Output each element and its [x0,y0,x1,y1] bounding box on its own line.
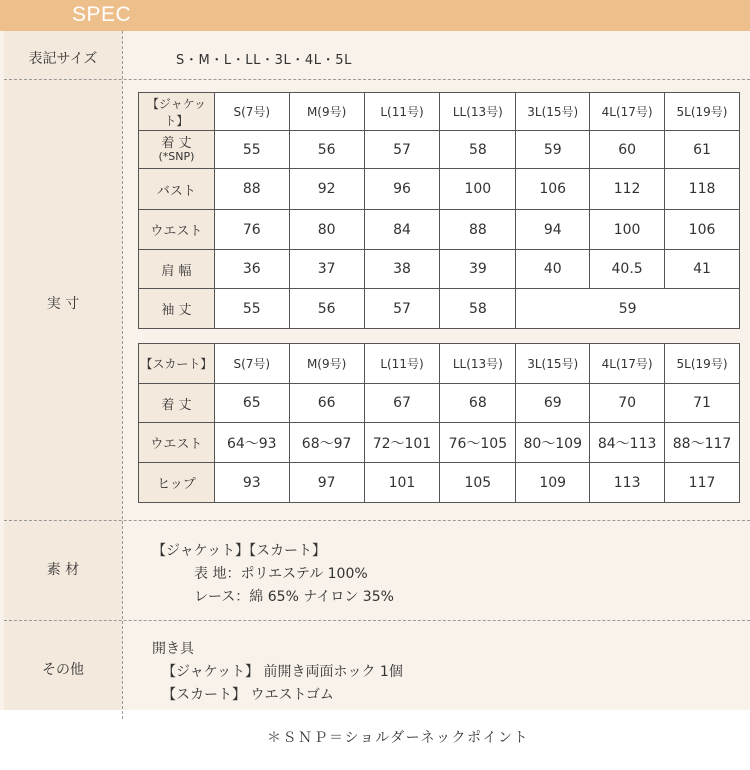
value-cell: 66 [289,384,364,423]
value-cell: 58 [440,289,516,329]
value-cell: 117 [665,463,740,503]
value-cell: 70 [590,384,665,423]
jacket-closure-text: 【ジャケット】 前開き両面ホック 1個 [162,664,403,680]
value-cell: 41 [665,250,740,289]
value-cell: 76 [214,210,289,250]
value-cell: 97 [289,463,364,503]
size-row-label: 表記サイズ [28,51,98,67]
value-cell: 69 [516,384,590,423]
size-header-cell: M(9号) [289,344,364,384]
row-label-cell: バスト [139,169,215,210]
value-cell: 71 [665,384,740,423]
table-row [139,131,740,169]
value-cell: 84～113 [590,423,665,463]
value-cell: 56 [289,131,364,169]
value-cell: 118 [665,169,740,210]
jacket-spec-table [138,92,740,329]
row-label-cell [139,131,215,169]
value-cell: 96 [364,169,440,210]
table-row [139,423,740,463]
value-cell: 67 [364,384,440,423]
value-cell: 106 [516,169,590,210]
table-row [139,463,740,503]
table-row [139,289,740,329]
size-header-cell: LL(13号) [440,93,516,131]
value-cell: 105 [440,463,516,503]
value-cell: 68～97 [289,423,364,463]
value-cell: 88～117 [665,423,740,463]
spec-header-bar [0,0,750,31]
size-header-cell: L(11号) [364,93,440,131]
value-cell: 80～109 [516,423,590,463]
value-cell: 57 [364,131,440,169]
table-header-row [139,93,740,131]
value-cell: 64～93 [214,423,289,463]
row-label-cell: 袖 丈 [139,289,215,329]
divider-line [4,520,750,521]
size-header-cell: M(9号) [289,93,364,131]
value-cell: 40 [516,250,590,289]
value-cell: 55 [214,131,289,169]
table-row [139,384,740,423]
value-cell: 60 [590,131,665,169]
value-cell: 72～101 [364,423,440,463]
size-header-cell: 5L(19号) [665,93,740,131]
value-cell: 65 [214,384,289,423]
row-label-cell: 肩 幅 [139,250,215,289]
value-cell: 112 [590,169,665,210]
size-list-text: S・M・L・LL・3L・4L・5L [176,53,352,68]
value-cell: 68 [440,384,516,423]
closure-heading-text: 開き具 [152,641,194,657]
size-header-cell: 4L(17号) [590,344,665,384]
divider-line [4,620,750,621]
value-cell: 57 [364,289,440,329]
value-cell: 101 [364,463,440,503]
value-cell: 109 [516,463,590,503]
size-header-cell: L(11号) [364,344,440,384]
table-row [139,210,740,250]
measure-row-label: 実 寸 [46,296,80,312]
row-label-cell: 着 丈 [139,384,215,423]
value-cell: 37 [289,250,364,289]
material-lace-text: レース：綿 65% ナイロン 35% [194,589,394,605]
value-cell: 56 [289,289,364,329]
snp-footnote: ＊ＳＮＰ＝ショルダーネックポイント [267,730,529,746]
column-divider-line [122,31,123,719]
divider-line [4,79,750,80]
skirt-spec-table [138,343,740,503]
value-cell: 80 [289,210,364,250]
table-header-row [139,344,740,384]
value-cell: 76～105 [440,423,516,463]
skirt-category-label: 【スカート】 [139,344,215,384]
row-label-text: 着 丈 [161,135,192,151]
value-cell: 40.5 [590,250,665,289]
value-cell: 55 [214,289,289,329]
other-row-label: その他 [42,662,84,678]
value-cell: 92 [289,169,364,210]
table-row [139,250,740,289]
value-cell: 100 [590,210,665,250]
value-cell: 100 [440,169,516,210]
material-shell-text: 表 地：ポリエステル 100% [194,566,368,582]
value-cell: 93 [214,463,289,503]
value-cell: 59 [516,131,590,169]
size-header-cell: 4L(17号) [590,93,665,131]
value-cell: 38 [364,250,440,289]
value-cell: 84 [364,210,440,250]
value-cell: 88 [440,210,516,250]
skirt-closure-text: 【スカート】 ウエストゴム [162,687,334,703]
row-label-cell: ウエスト [139,423,215,463]
size-header-cell: 5L(19号) [665,344,740,384]
size-header-cell: 3L(15号) [516,344,590,384]
size-header-cell: 3L(15号) [516,93,590,131]
merged-value-cell: 59 [516,289,740,329]
material-heading-text: 【ジャケット】【スカート】 [152,543,327,559]
row-label-cell: ヒップ [139,463,215,503]
size-header-cell: LL(13号) [440,344,516,384]
value-cell: 94 [516,210,590,250]
row-label-cell: ウエスト [139,210,215,250]
jacket-category-label: 【ジャケット】 [139,93,215,131]
value-cell: 113 [590,463,665,503]
value-cell: 88 [214,169,289,210]
value-cell: 39 [440,250,516,289]
value-cell: 36 [214,250,289,289]
material-row-label: 素 材 [46,562,80,578]
size-header-cell: S(7号) [214,344,289,384]
row-sublabel-text: (*SNP) [158,149,195,163]
spec-title: SPEC [72,3,132,26]
size-header-cell: S(7号) [214,93,289,131]
value-cell: 58 [440,131,516,169]
value-cell: 106 [665,210,740,250]
table-row [139,169,740,210]
value-cell: 61 [665,131,740,169]
